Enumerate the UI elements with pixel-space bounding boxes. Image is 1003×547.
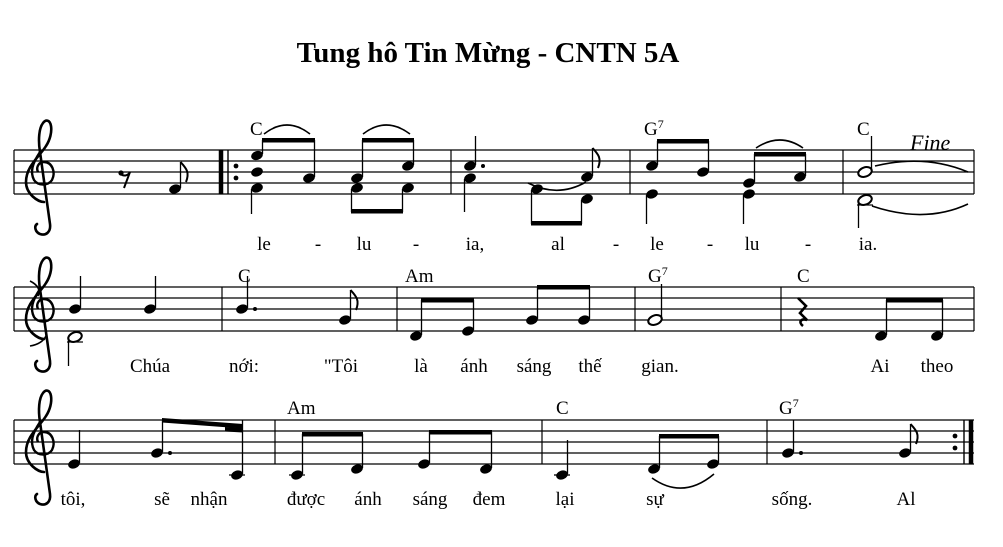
lyric-syllable: al [551, 234, 565, 255]
chord-symbol: $G^7$ [648, 264, 668, 287]
page-title: Tung hô Tin Mừng - CNTN 5A [296, 37, 680, 69]
notes-measure-7 [409, 285, 591, 342]
lyric-syllable: - [612, 234, 620, 255]
staff-lines [14, 287, 974, 331]
lyric-syllable: ánh [354, 489, 382, 510]
chord-symbol: C [556, 398, 569, 419]
quarter-rest-icon [798, 298, 807, 326]
lyric-syllable: thế [578, 356, 602, 377]
lyric-syllable: được [286, 489, 326, 510]
lyric-syllable: sáng [516, 356, 552, 377]
chord-symbol: C [250, 119, 263, 140]
staff-lines [14, 150, 974, 194]
lyric-syllable: nới: [228, 356, 260, 377]
repeat-dot [234, 164, 239, 169]
lyric-syllable: Ai [870, 356, 890, 377]
lyric-syllable: tôi, [60, 489, 86, 510]
notes-measure-3 [645, 139, 807, 224]
lyric-syllable: là [414, 356, 428, 377]
notes-measure-8 [647, 284, 663, 327]
slur [756, 140, 803, 148]
tie [875, 161, 968, 172]
repeat-dot [234, 176, 239, 181]
lyric-syllable: ia, [465, 234, 485, 255]
lyric-syllable: đem [472, 489, 506, 510]
notes-measure-6 [235, 276, 358, 326]
lyric-syllable: sáng [412, 489, 448, 510]
lyric-syllable: sẽ [154, 489, 170, 510]
tie [872, 204, 968, 215]
lyric-syllable: - [314, 234, 322, 255]
lyric-syllable: le [257, 234, 271, 255]
lyric-syllable: lu [744, 234, 760, 255]
slur [264, 125, 310, 134]
slur [652, 474, 714, 488]
repeat-dot [953, 434, 958, 439]
lyric-syllable: lại [555, 489, 575, 510]
notes-measure-12 [554, 434, 720, 481]
treble-clef-icon [26, 258, 54, 372]
lyric-syllable: - [804, 234, 812, 255]
lyric-syllable: "Tôi [323, 356, 359, 377]
notes-measure-10 [67, 418, 245, 481]
lyric-syllable: le [650, 234, 664, 255]
lyric-syllable: nhận [190, 489, 228, 510]
chord-symbol: $G^7$ [779, 396, 799, 419]
staff-lines [14, 420, 974, 464]
lyrics-line-2 [130, 356, 953, 377]
lyric-syllable: - [706, 234, 714, 255]
chord-symbol: C [857, 119, 870, 140]
lyric-syllable: sự [646, 489, 664, 510]
treble-clef-icon [26, 121, 54, 235]
lyric-syllable: gian. [641, 356, 679, 377]
chord-symbol: Am [405, 266, 434, 287]
lyric-syllable: Chúa [129, 356, 171, 377]
staff-system-1 [14, 117, 974, 255]
staff-system-3 [14, 391, 974, 510]
treble-clef-icon [26, 391, 54, 505]
staff-system-2 [14, 258, 974, 377]
notes-measure-11 [289, 430, 493, 481]
chord-symbol: Am [287, 398, 316, 419]
lyric-syllable: ia. [858, 234, 878, 255]
chord-symbol: C [797, 266, 810, 287]
slur [363, 125, 410, 134]
notes-measure-5 [67, 276, 157, 366]
chord-symbol: $G^7$ [644, 117, 664, 140]
lyric-syllable: lu [356, 234, 372, 255]
lyric-syllable: sống. [771, 489, 813, 510]
lyric-syllable: Al [896, 489, 916, 510]
fine-marking: Fine [910, 130, 951, 155]
lyric-syllable: - [412, 234, 420, 255]
lyric-syllable: ánh [460, 356, 488, 377]
lyrics-line-3 [61, 489, 916, 510]
chord-symbol: C [238, 266, 251, 287]
repeat-dot [953, 446, 958, 451]
lyric-syllable: theo [920, 356, 954, 377]
lyrics-line-1 [257, 234, 877, 255]
